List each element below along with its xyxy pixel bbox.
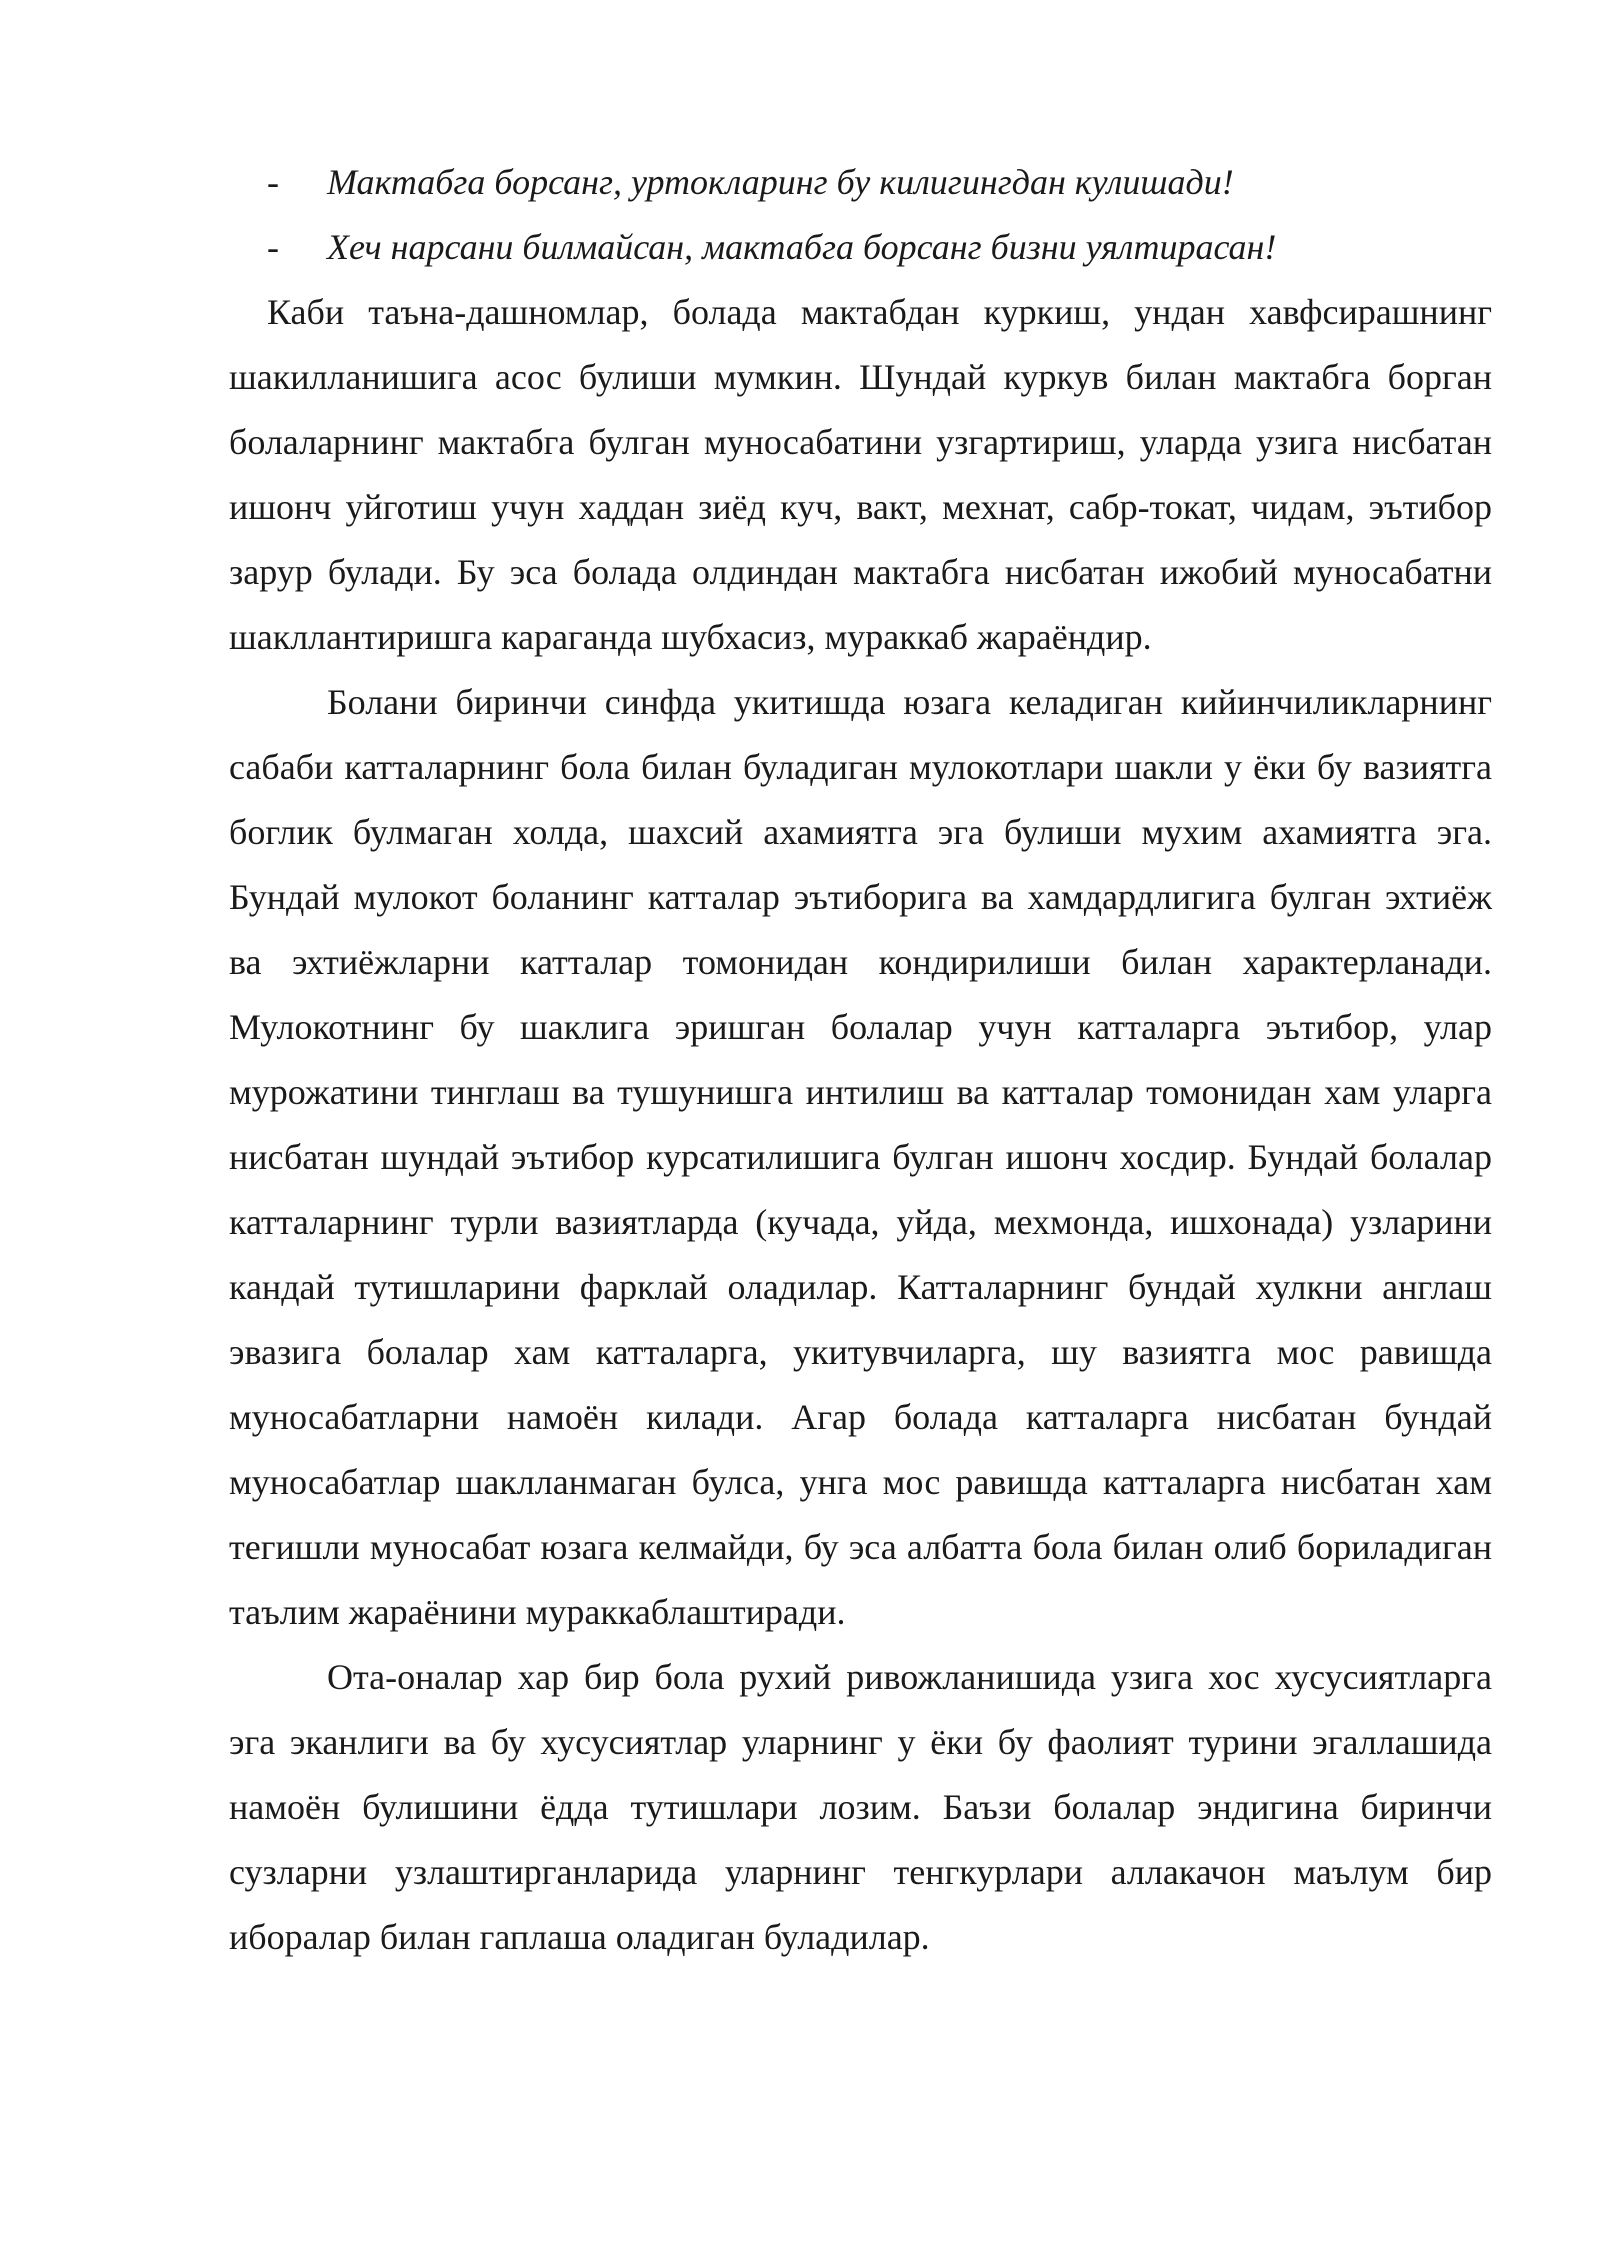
dash-marker: - [267,227,279,267]
paragraph: Болани биринчи синфда укитишда юзага келадиган кийинчиликларнинг сабаби катталарнинг бола билан буладиган мулокотлари шакли у ёки бу вазиятга боглик булмаган холда, шахсий ахамиятга эга булиши мухим ахамиятга эга. Бундай мулокот боланинг катталар эътиборига ва хамдардлигига булган эхтиёж ва эхтиёжларни катталар томонидан кондирилиши билан характерланади. Мулокотнинг бу шаклига эришган болалар учун катталарга эътибор, улар мурожатини тинглаш ва тушунишга интилиш ва катталар томонидан хам уларга нисбатан шундай эътибор курсатилишига булган ишонч хосдир. Бундай болалар катталарнинг турли вазиятларда (кучада, уйда, мехмонда, ишхонада) узларини кандай тутишларини фарклай оладилар. Катталарнинг бундай хулкни англаш эвазига болалар хам катталарга, укитувчиларга, шу вазиятга мос равишда муносабатларни намоён килади. Агар болада катталарга нисбатан бундай муносабатлар шаклланмаган булса, унга мос равишда катталарга нисбатан хам тегишли муносабат юзага келмайди, бу эса албатта бола билан олиб бориладиган таълим жараёнини мураккаблаштиради. [229,682,1492,1632]
dialogue-text: Мактабга борсанг, уртокларинг бу килигингдан кулишади! [327,162,1234,202]
paragraph: Ота-оналар хар бир бола рухий ривожланишида узига хос хусусиятларга эга эканлиги ва бу хусусиятлар уларнинг у ёки бу фаолият турини эгаллашида намоён булишини ёдда тутишлари лозим. Баъзи болалар эндигина биринчи сузларни узлаштирганларида уларнинг тенгкурлари аллакачон маълум бир иборалар билан гаплаша оладиган буладилар. [229,1657,1492,1957]
document-body [229,150,1492,1970]
dash-marker: - [267,162,279,202]
dialogue-line [229,150,1492,215]
dialogue-text: Хеч нарсани билмайсан, мактабга борсанг бизни уялтирасан! [327,227,1277,267]
dialogue-line [229,215,1492,280]
paragraph: Каби таъна-дашномлар, болада мактабдан куркиш, ундан хавфсирашнинг шакилланишига асос булиши мумкин. Шундай куркув билан мактабга борган болаларнинг мактабга булган муносабатини узгартириш, уларда узига нисбатан ишонч уйготиш учун хаддан зиёд куч, вакт, мехнат, сабр-токат, чидам, эътибор зарур булади. Бу эса болада олдиндан мактабга нисбатан ижобий муносабатни шакллантиришга караганда шубхасиз, мураккаб жараёндир. [229,292,1492,657]
